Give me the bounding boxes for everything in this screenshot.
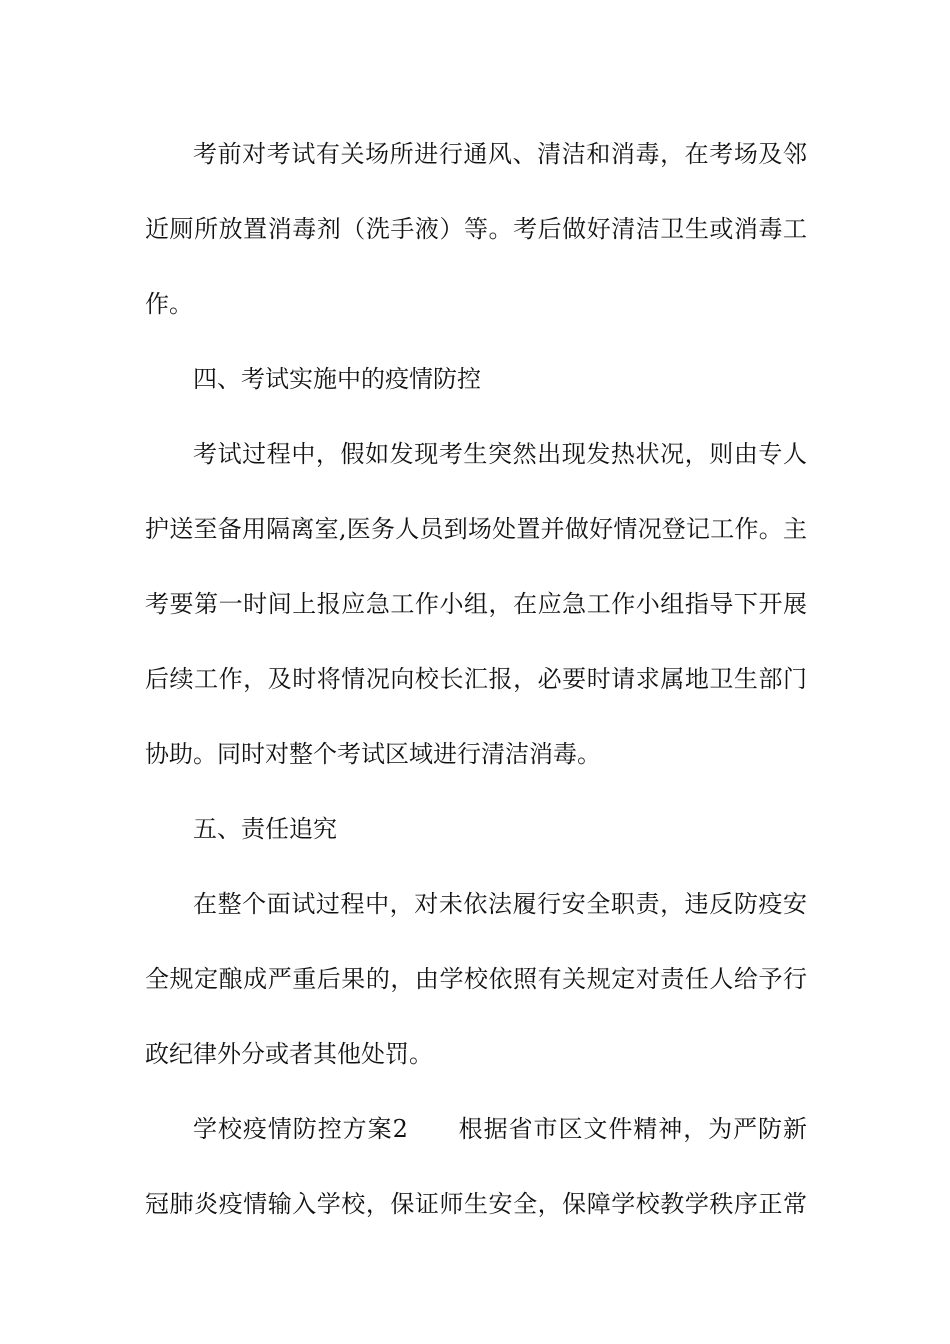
paragraph-line: 冠肺炎疫情输入学校，保证师生安全，保障学校教学秩序正常 — [145, 1190, 807, 1218]
paragraph-line: 后续工作，及时将情况向校长汇报，必要时请求属地卫生部门 — [145, 665, 807, 693]
paragraph-line: 考试过程中，假如发现考生突然出现发热状况，则由专人 — [193, 440, 807, 468]
document-body — [145, 126, 807, 1251]
section-heading: 四、考试实施中的疫情防控 — [193, 365, 481, 393]
paragraph-line: 近厕所放置消毒剂（洗手液）等。考后做好清洁卫生或消毒工 — [145, 215, 807, 243]
paragraph-line: 学校疫情防控方案2 根据省市区文件精神，为严防新 — [193, 1115, 807, 1143]
paragraph-line: 政纪律外分或者其他处罚。 — [145, 1040, 433, 1068]
section-heading: 五、责任追究 — [193, 815, 337, 843]
paragraph-line: 护送至备用隔离室,医务人员到场处置并做好情况登记工作。主 — [145, 515, 807, 543]
paragraph-line: 考前对考试有关场所进行通风、清洁和消毒，在考场及邻 — [193, 140, 807, 168]
paragraph-line: 全规定酿成严重后果的，由学校依照有关规定对责任人给予行 — [145, 965, 807, 993]
paragraph-line: 在整个面试过程中，对未依法履行安全职责，违反防疫安 — [193, 890, 807, 918]
paragraph-line: 考要第一时间上报应急工作小组，在应急工作小组指导下开展 — [145, 590, 807, 618]
paragraph-line: 协助。同时对整个考试区域进行清洁消毒。 — [145, 740, 601, 768]
paragraph-line: 作。 — [145, 290, 193, 318]
